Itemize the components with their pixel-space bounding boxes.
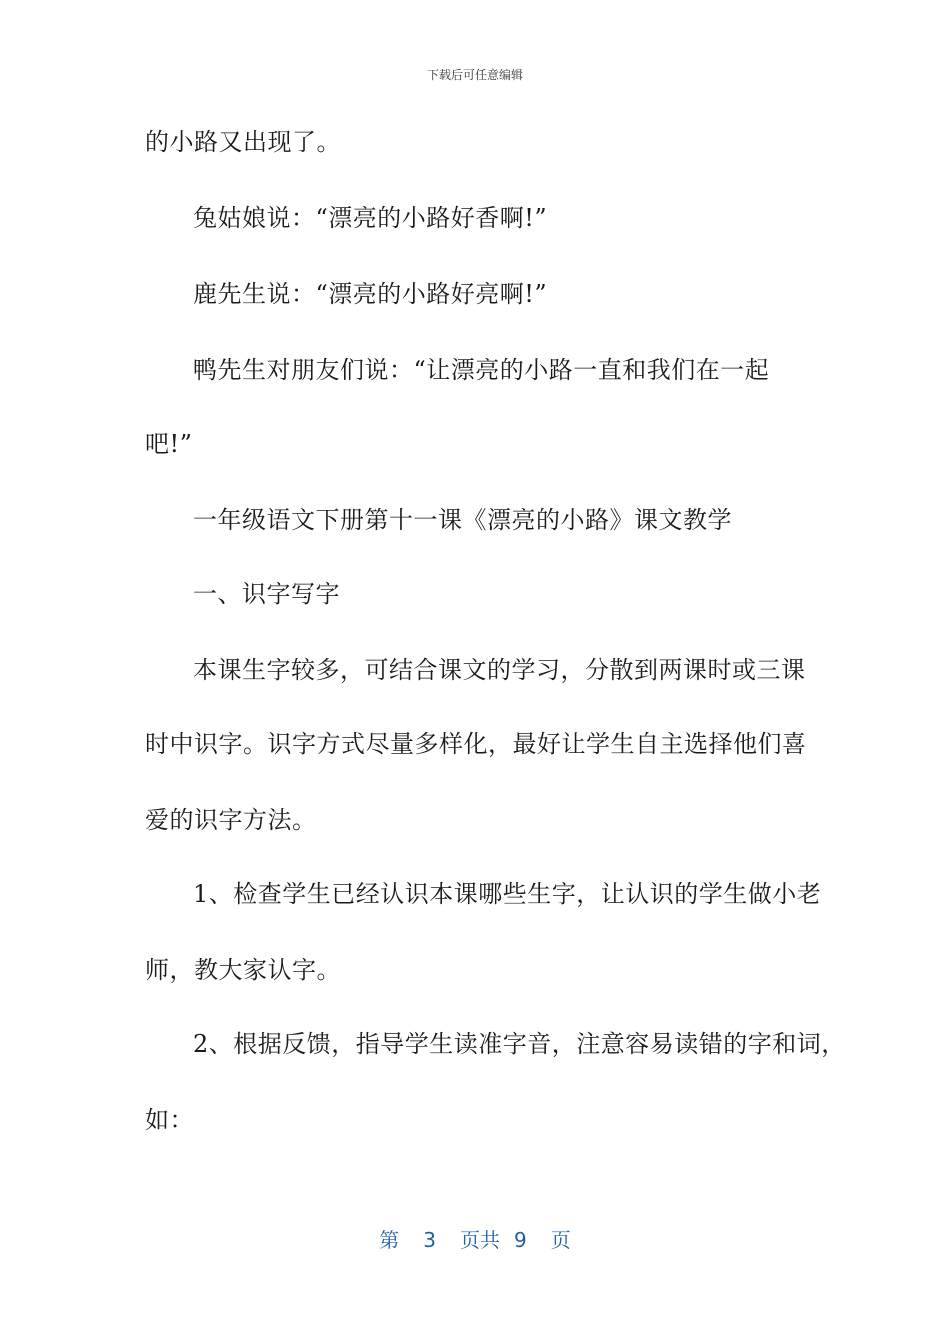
- paragraph-line: 吧!”: [145, 430, 193, 458]
- paragraph-line: 的小路又出现了。: [145, 128, 341, 156]
- page-header: 下载后可任意编辑: [426, 68, 523, 82]
- paragraph-line: 爱的识字方法。: [145, 806, 317, 834]
- paragraph-line: 兔姑娘说：“漂亮的小路好香啊!”: [193, 204, 548, 232]
- page-footer: [0, 1224, 950, 1253]
- paragraph-line: 时中识字。识字方式尽量多样化，最好让学生自主选择他们喜: [145, 730, 807, 758]
- section-heading: 一、识字写字: [193, 580, 340, 608]
- section-title: 一年级语文下册第十一课《漂亮的小路》课文教学: [193, 506, 732, 534]
- list-item: 1、检查学生已经认识本课哪些生字，让认识的学生做小老: [193, 880, 822, 908]
- paragraph-line: 本课生字较多，可结合课文的学习，分散到两课时或三课: [193, 656, 806, 684]
- footer-suffix: 页: [550, 1228, 571, 1252]
- paragraph-line: 鸭先生对朋友们说：“让漂亮的小路一直和我们在一起: [193, 356, 770, 384]
- list-item-continuation: 如：: [145, 1106, 194, 1134]
- list-item-continuation: 师，教大家认字。: [145, 956, 341, 984]
- paragraph-line: 鹿先生说：“漂亮的小路好亮啊!”: [193, 280, 548, 308]
- footer-middle: 页共: [460, 1228, 500, 1252]
- footer-page-number: 3: [423, 1228, 436, 1252]
- list-item: 2、根据反馈，指导学生读准字音，注意容易读错的字和词，: [193, 1030, 846, 1058]
- footer-prefix: 第: [379, 1228, 400, 1252]
- footer-total-pages: 9: [514, 1228, 527, 1252]
